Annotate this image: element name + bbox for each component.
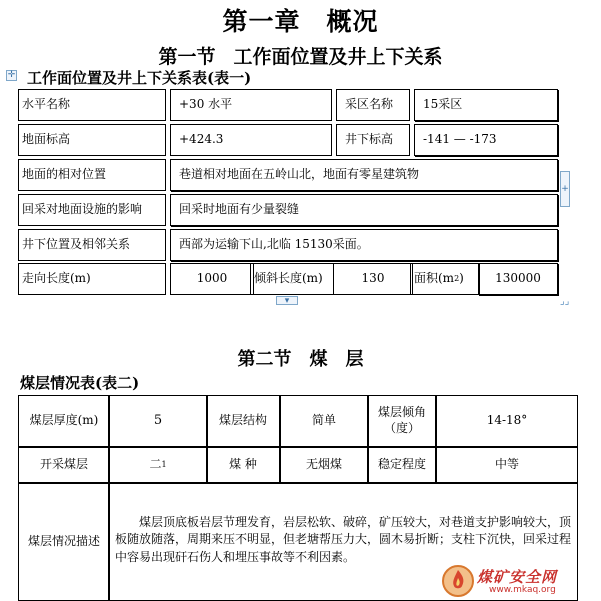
chapter-name: 概况	[326, 7, 379, 36]
t1-r6-label-incline: 倾斜长度(m)	[250, 263, 334, 295]
table2-caption: 煤层情况表(表二)	[20, 374, 140, 392]
t2-r2-value-seam: 二 1	[108, 447, 208, 483]
t1-r2-label-ground-elev: 地面标高	[18, 124, 166, 156]
row-insert-marker[interactable]	[560, 171, 570, 207]
t1-r4-value: 回采时地面有少量裂缝	[170, 194, 558, 226]
section2-number: 第二节	[237, 349, 292, 370]
t1-r5-value: 西部为运输下山,北临 15130采面。	[170, 229, 558, 261]
plus-icon: +	[561, 184, 569, 194]
resize-corner-icon[interactable]: ⌟⌟	[560, 296, 570, 307]
t1-r1-value-level: +30 水平	[170, 89, 332, 121]
t2-r2-value-stability: 中等	[436, 447, 578, 483]
t1-r5-label: 井下位置及相邻关系	[18, 229, 166, 261]
watermark-name: 煤矿安全网	[477, 568, 558, 586]
t1-r1-value-district: 15采区	[414, 89, 558, 121]
t1-r1-label-district: 采区名称	[336, 89, 410, 121]
t1-r6-label-area: 面积(m 2 )	[410, 263, 480, 295]
t2-r1-label-structure: 煤层结构	[206, 395, 280, 447]
area-sup: 2	[454, 273, 460, 283]
table-move-handle[interactable]	[6, 70, 17, 81]
t1-r3-label: 地面的相对位置	[18, 159, 166, 191]
t1-r4-label: 回采对地面设施的影响	[18, 194, 166, 226]
t1-r2-label-underground-elev: 井下标高	[336, 124, 410, 156]
t2-r2-label-coal-type: 煤 种	[206, 447, 280, 483]
t1-r2-value-ground-elev: +424.3	[170, 124, 332, 156]
t1-r6-label-strike: 走向长度(m)	[18, 263, 166, 295]
t1-r6-value-strike: 1000	[170, 263, 254, 295]
section2-title	[0, 345, 601, 371]
t1-r3-value: 巷道相对地面在五岭山北，地面有零星建筑物	[170, 159, 558, 191]
table-extend-handle[interactable]	[276, 296, 298, 305]
t2-r2-value-coal-type: 无烟煤	[280, 447, 368, 483]
watermark-url: www.mkaq.org	[489, 585, 556, 595]
t2-r1-label-dip: 煤层倾角（度）	[368, 395, 436, 447]
section1-title	[0, 42, 601, 69]
chapter-number: 第一章	[222, 7, 301, 36]
chevron-down-icon: ▾	[284, 296, 290, 306]
t2-r2-label-stability: 稳定程度	[368, 447, 436, 483]
section1-name: 工作面位置及井上下关系	[233, 46, 443, 68]
section2-name: 煤 层	[309, 349, 364, 370]
t2-r1-label-thickness: 煤层厚度(m)	[18, 395, 110, 447]
section1-number: 第一节	[158, 46, 216, 68]
t1-r6-value-area: 130000	[478, 263, 558, 295]
move-cross-icon: ✛	[7, 70, 16, 80]
chapter-title	[0, 2, 601, 38]
t1-r6-value-incline: 130	[333, 263, 413, 295]
site-watermark	[439, 563, 597, 599]
table1-caption: 工作面位置及井上下关系表(表一)	[27, 69, 252, 87]
seam-sub: 1	[161, 459, 167, 469]
t2-r3-label-desc: 煤层情况描述	[18, 483, 110, 601]
desc-paragraph: 煤层顶底板岩层节理发育，岩层松软、破碎，矿压较大，对巷道支护影响较大，顶板随放随落，周期来压不明显，但老塘帮压力大，圆木易折断；支柱下沉快，回采过程中容易出现矸石伤人和埋压事故等不利因素。	[115, 515, 572, 564]
t2-r1-value-dip: 14-18°	[436, 395, 578, 447]
t2-r1-value-structure: 简单	[280, 395, 368, 447]
t2-r1-value-thickness: 5	[108, 395, 208, 447]
t1-r1-label-level: 水平名称	[18, 89, 166, 121]
t2-r2-label-seam: 开采煤层	[18, 447, 110, 483]
flame-logo-icon	[441, 564, 475, 598]
t1-r2-value-underground-elev: -141 — -173	[414, 124, 558, 156]
